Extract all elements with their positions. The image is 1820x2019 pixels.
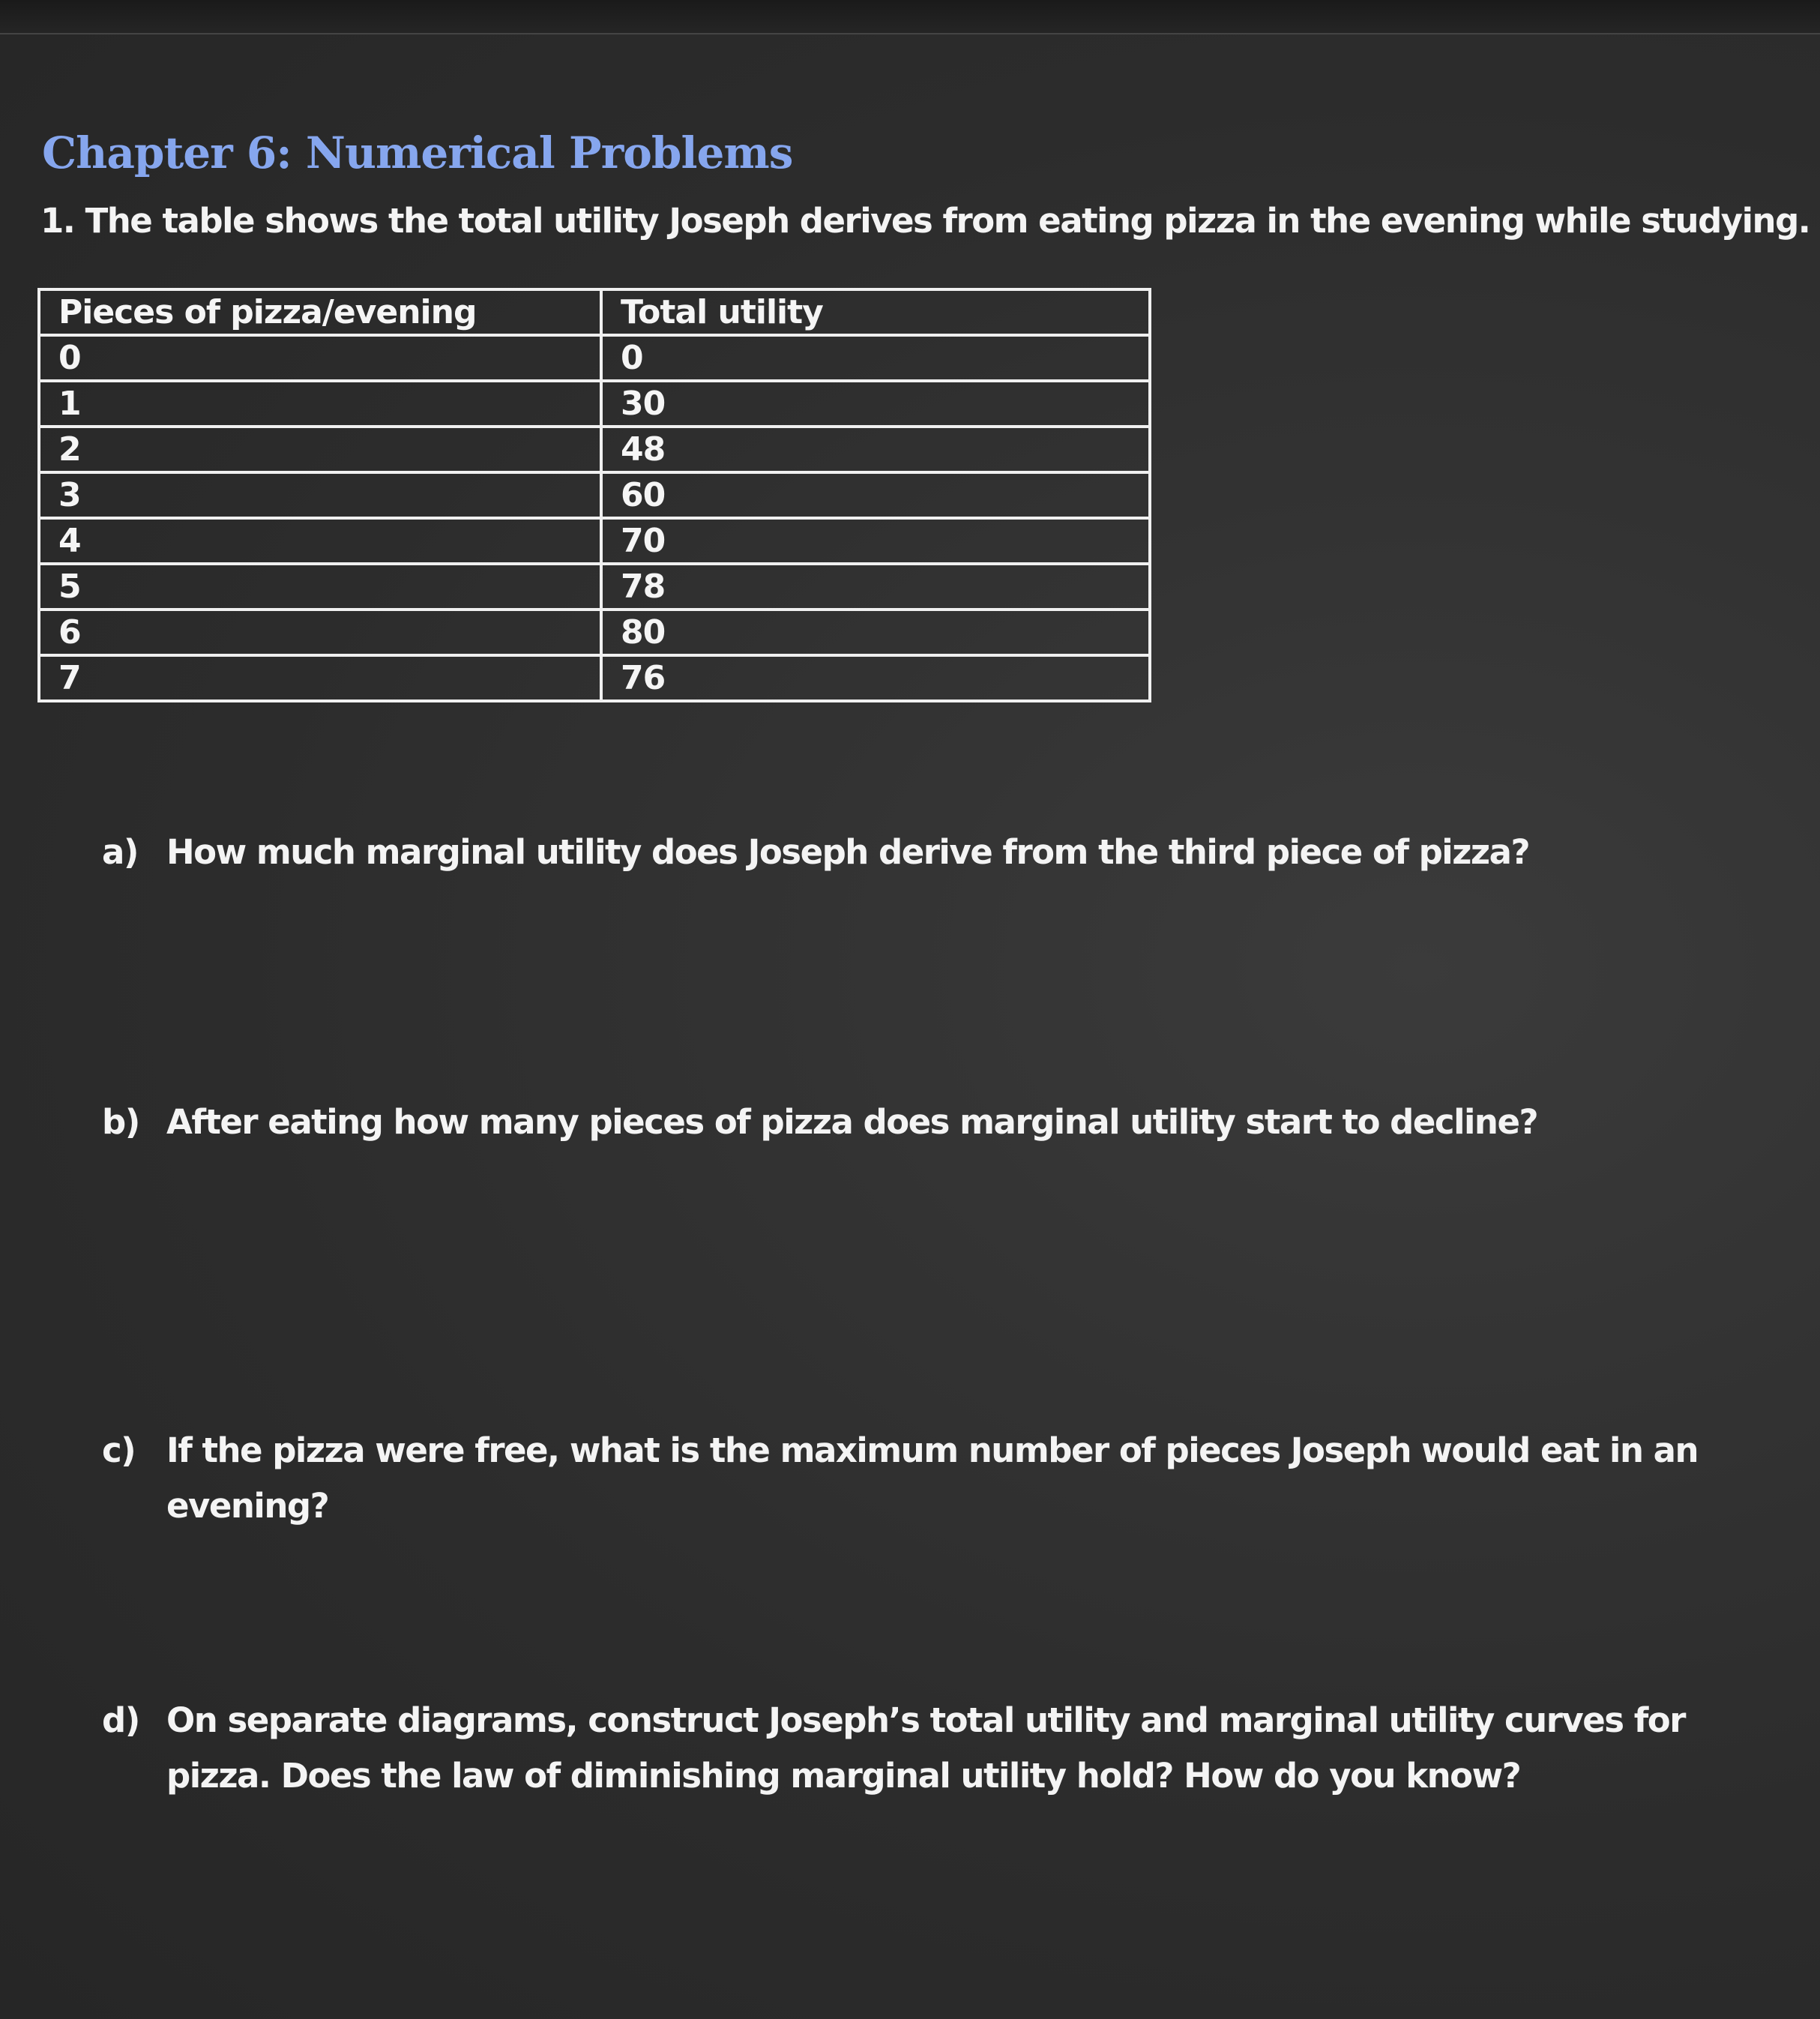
column-header-pieces: Pieces of pizza/evening [39, 289, 601, 335]
table-row [39, 610, 1150, 655]
question-a [102, 825, 1721, 880]
table-row [39, 472, 1150, 518]
question-label: d) [102, 1700, 139, 1740]
pieces-cell: 4 [39, 518, 601, 564]
question-d [102, 1693, 1721, 1804]
table-row [39, 564, 1150, 610]
question-c [102, 1423, 1721, 1534]
total-utility-cell: 76 [601, 655, 1150, 701]
table-header-row [39, 289, 1150, 335]
chapter-heading: Chapter 6: Numerical Problems [42, 127, 793, 178]
table-row [39, 335, 1150, 381]
question-label: a) [102, 832, 138, 872]
question-text: After eating how many pieces of pizza does marginal utility start to decline? [166, 1102, 1538, 1142]
total-utility-cell: 70 [601, 518, 1150, 564]
total-utility-cell: 78 [601, 564, 1150, 610]
question-label: c) [102, 1430, 136, 1470]
question-text: On separate diagrams, construct Joseph’s total utility and marginal utility curves for pizza. Does the law of diminishing marginal utility hold? How do you know? [166, 1700, 1685, 1796]
question-b [102, 1095, 1721, 1150]
table-row [39, 655, 1150, 701]
question-text: How much marginal utility does Joseph derive from the third piece of pizza? [166, 832, 1530, 872]
question-text: If the pizza were free, what is the maximum number of pieces Joseph would eat in an evening? [166, 1430, 1699, 1526]
total-utility-cell: 48 [601, 427, 1150, 472]
pieces-cell: 6 [39, 610, 601, 655]
table-row [39, 427, 1150, 472]
screen-top-bezel [0, 0, 1820, 34]
total-utility-cell: 30 [601, 381, 1150, 427]
pieces-cell: 2 [39, 427, 601, 472]
table-row [39, 518, 1150, 564]
pieces-cell: 7 [39, 655, 601, 701]
problem-intro: 1. The table shows the total utility Joseph derives from eating pizza in the evening while studying. [40, 201, 1810, 241]
pieces-cell: 1 [39, 381, 601, 427]
question-label: b) [102, 1102, 139, 1142]
table-row [39, 381, 1150, 427]
total-utility-cell: 0 [601, 335, 1150, 381]
pieces-cell: 3 [39, 472, 601, 518]
column-header-total-utility: Total utility [601, 289, 1150, 335]
pieces-cell: 5 [39, 564, 601, 610]
total-utility-cell: 80 [601, 610, 1150, 655]
total-utility-cell: 60 [601, 472, 1150, 518]
pieces-cell: 0 [39, 335, 601, 381]
utility-table [37, 288, 1151, 702]
